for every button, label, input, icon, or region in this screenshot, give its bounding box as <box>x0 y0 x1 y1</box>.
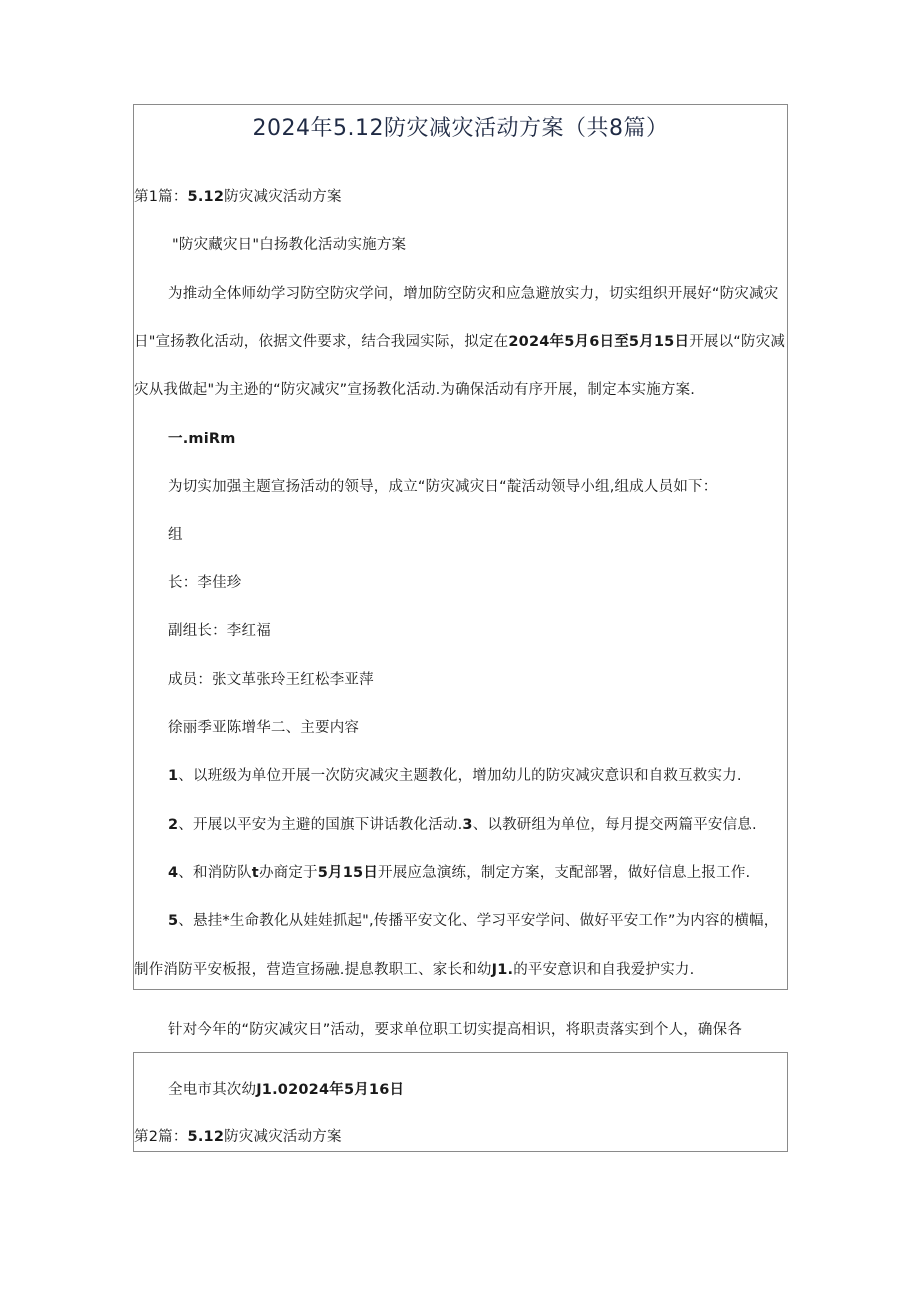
content-item-5-number: 5 <box>168 913 179 929</box>
content-item-1 <box>168 766 742 786</box>
group-vice-leader: 副组长：李红福 <box>168 623 271 639</box>
group-members-continued: 徐丽季亚陈增华二、主要内容 <box>168 720 360 736</box>
article-1-heading-rest: 防灾减灾活动方案 <box>224 189 342 205</box>
article-2-heading <box>134 1127 342 1147</box>
intro-line-3: 灾从我做起"为主逊的“防灾减灾”宣扬教化活动.为确保活动有序开展，制定本实施方案. <box>134 382 696 398</box>
group-leader: 长：李佳珍 <box>168 575 242 591</box>
content-item-3-number: 3 <box>462 817 473 833</box>
content-item-2-number: 2 <box>168 817 179 833</box>
content-item-1-text: 、以班级为单位开展一次防灾减灾主题教化，增加幼儿的防灾减灾意识和自救互救实力. <box>178 768 742 784</box>
content-item-5-line-2-a: 制作消防平安板报，营造宣扬融.提息教职工、家长和幼 <box>134 962 492 978</box>
content-item-4-number: 4 <box>168 865 179 881</box>
content-item-5-line-2-bold: J1. <box>491 962 514 978</box>
content-item-4-text-c: 开展应急演练，制定方案，支配部署，做好信息上报工作. <box>378 865 751 881</box>
intro-line-2-part-a: 日"宣扬教化活动，依据文件要求，结合我园实际，拟定在 <box>134 334 509 350</box>
signature-line <box>168 1080 404 1100</box>
article-1-heading-number: 5.12 <box>187 189 225 205</box>
signature-text: 全电市其次幼 <box>168 1082 257 1098</box>
content-item-2-text: 、开展以平安为主避的国旗下讲话教化活动. <box>178 817 463 833</box>
group-members: 成员：张文革张玲王红松李亚萍 <box>168 672 374 688</box>
signature-date: J1.02024年5月16日 <box>256 1082 405 1098</box>
content-item-5 <box>168 911 778 931</box>
intro-line-1: 为推动全体师幼学习防空防灾学问，增加防空防灾和应急避放实力，切实组织开展好“防灾减灾 <box>168 286 779 302</box>
group-char: 组 <box>168 527 183 543</box>
article-1-heading <box>134 187 342 207</box>
article-2-heading-prefix: 第2篇： <box>134 1129 188 1145</box>
content-item-4-bold: t <box>251 865 259 881</box>
intro-line-2 <box>134 332 785 352</box>
intro-line-2-part-c: 开展以“防灾减 <box>689 334 786 350</box>
section-1-heading: 一.miRm <box>168 431 236 447</box>
content-item-5-line-2-b: 的平安意识和自我爱护实力. <box>513 962 695 978</box>
content-item-3-text: 、以教研组为单位，每月提交两篇平安信息. <box>472 817 757 833</box>
content-item-4-date: 5月15日 <box>317 865 379 881</box>
article-2-heading-number: 5.12 <box>187 1129 225 1145</box>
content-item-1-number: 1 <box>168 768 179 784</box>
content-item-5-line-2 <box>134 960 694 980</box>
document-title: 2024年5.12防灾减灾活动方案（共8篇） <box>252 116 669 141</box>
article-1-subtitle: "防灾藏灾日"白扬教化活动实施方案 <box>172 237 407 253</box>
outside-paragraph: 针对今年的“防灾减灾日”活动，要求单位职工切实提高相识，将职责落实到个人，确保各 <box>168 1022 743 1038</box>
leader-intro: 为切实加强主题宣扬活动的领导，成立“防灾减灾日“靛活动领导小组,组成人员如下： <box>168 479 718 495</box>
intro-line-2-dates: 2024年5月6日至5月15日 <box>508 334 690 350</box>
content-item-4-text-a: 、和消防队 <box>178 865 252 881</box>
content-item-2 <box>168 815 757 835</box>
content-item-4-text-b: 办商定于 <box>258 865 318 881</box>
article-1-heading-prefix: 第1篇： <box>134 189 188 205</box>
content-item-5-text: 、悬挂*生命教化从娃娃抓起",传播平安文化、学习平安学问、做好平安工作”为内容的横幅， <box>178 913 779 929</box>
article-2-heading-rest: 防灾减灾活动方案 <box>224 1129 342 1145</box>
content-item-4 <box>168 863 750 883</box>
